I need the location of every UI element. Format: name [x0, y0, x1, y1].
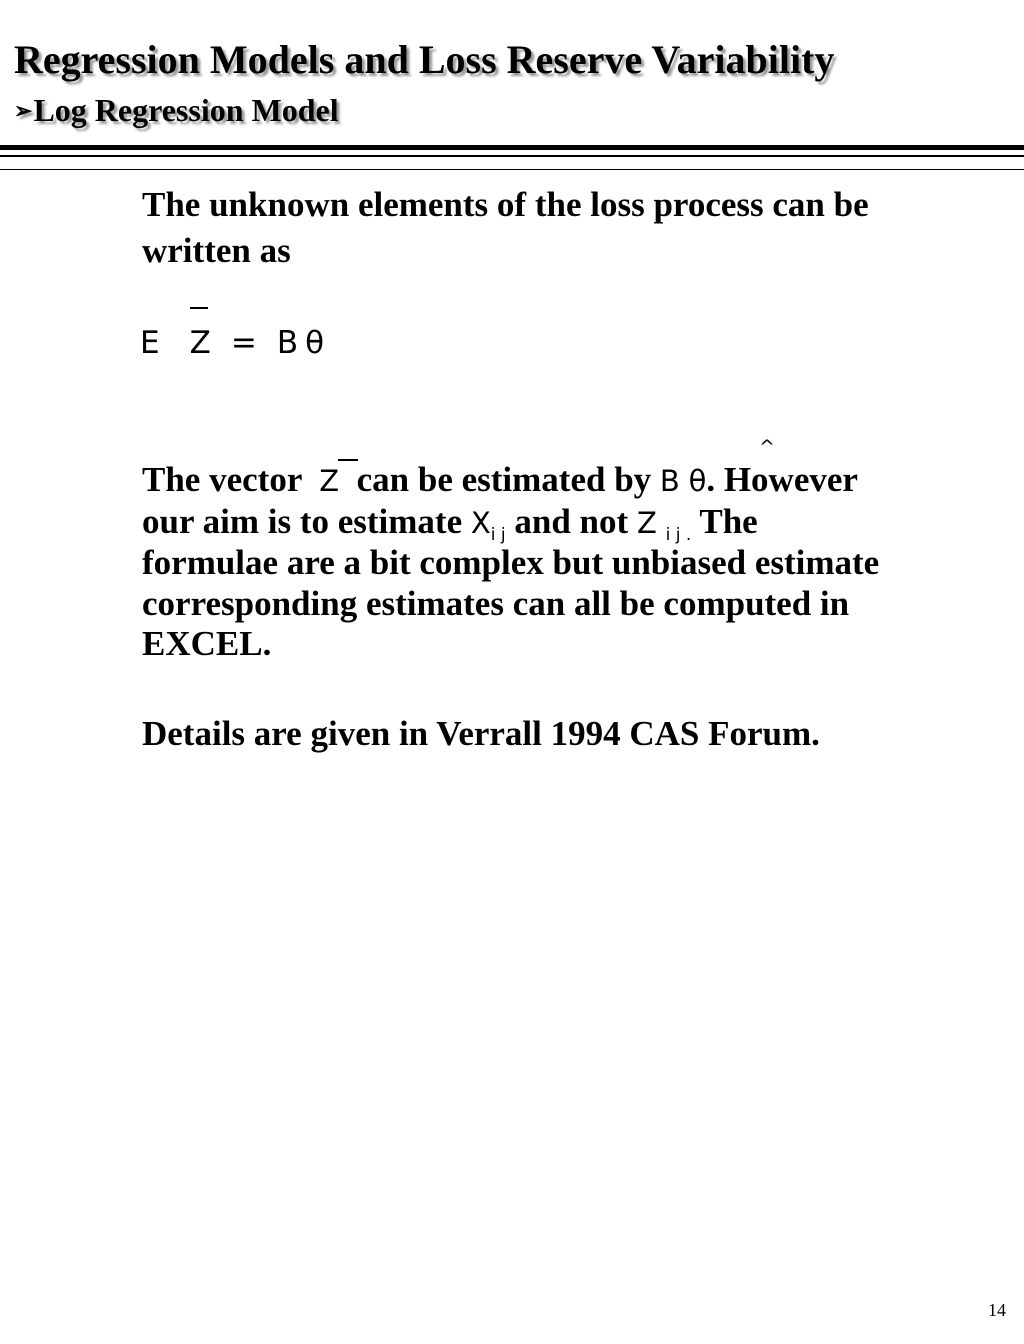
- estimator-b-symbol: B: [659, 464, 680, 498]
- header-rule-hairline: [0, 169, 1024, 170]
- slide-title: Regression Models and Loss Reserve Variability: [14, 37, 835, 82]
- vector-z-symbol: Z: [319, 464, 340, 498]
- equation-equals: =: [230, 325, 257, 361]
- estimator-theta-symbol: θ: [688, 464, 707, 498]
- subtitle-text: Log Regression Model: [33, 92, 339, 128]
- header-rule-thin: [0, 155, 1024, 157]
- x-ij-subscript: i j: [490, 524, 506, 545]
- paragraph-estimation-line-3: formulae are a bit complex but unbiased estimate: [142, 543, 880, 582]
- paragraph-estimation-line-2: our aim is to estimate $X_{i j}$ and not Z $_{i j .}$ The: [142, 501, 758, 545]
- z-overbar: [190, 307, 208, 309]
- paragraph-estimation-line-5: EXCEL.: [142, 624, 272, 663]
- slide-subtitle: [14, 90, 339, 134]
- paragraph-intro-line-1: The unknown elements of the loss process can be: [142, 185, 869, 224]
- header-rule-thick: [0, 145, 1024, 150]
- paragraph-estimation-line-4: corresponding estimates can all be computed in: [142, 583, 850, 623]
- paragraph-estimation: [142, 460, 1002, 665]
- z-ij-subscript: i j .: [665, 524, 692, 545]
- x-ij-symbol: X: [470, 505, 491, 540]
- paragraph-intro-line-2: written as: [142, 231, 291, 270]
- equation: [140, 323, 324, 363]
- paragraph-estimation-line-1: The vector Z can be estimated by B θ. However: [142, 460, 858, 499]
- paragraph-intro: [142, 182, 1002, 274]
- page-number: 14: [988, 1300, 1006, 1320]
- z-ij-symbol: Z: [636, 505, 657, 540]
- equation-theta: θ: [305, 325, 325, 361]
- equation-matrix-b: B: [276, 325, 299, 361]
- equation-expectation: E: [140, 325, 160, 361]
- paragraph-reference: Details are given in Verrall 1994 CAS Forum.: [142, 714, 820, 753]
- equation-vector-z: Z: [189, 325, 211, 361]
- theta-hat-accent: ^: [759, 436, 775, 458]
- arrow-bullet-icon: ➢: [14, 98, 33, 123]
